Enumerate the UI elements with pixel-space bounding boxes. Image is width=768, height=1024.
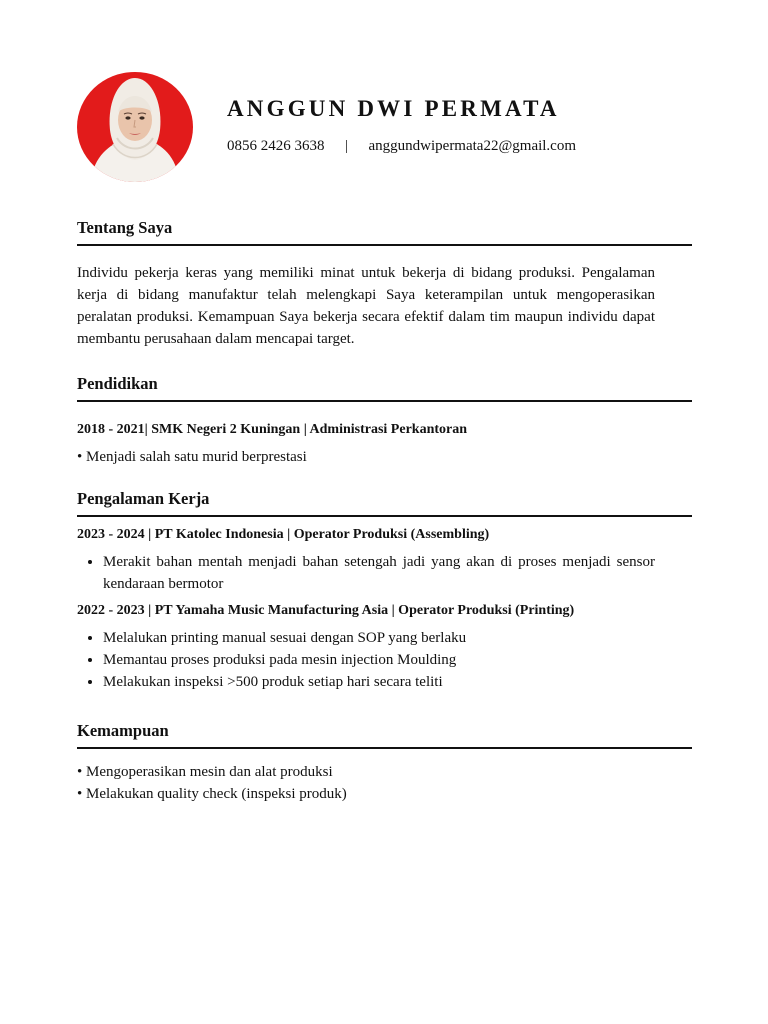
education-entry: 2018 - 2021| SMK Negeri 2 Kuningan | Administrasi Perkantoran bbox=[77, 422, 468, 437]
job-bullet-list bbox=[77, 627, 655, 693]
skill-item: • Melakukan quality check (inspeksi produk) bbox=[77, 786, 347, 802]
about-text: Individu pekerja keras yang memiliki minat untuk bekerja di bidang produksi. Pengalaman kerja di bidang manufaktur telah melengkapi Saya keterampilan untuk mengoperasikan peralatan produksi. Kemampuan Saya bekerja secara efektif dalam tim maupun individu dapat membantu perusahaan dalam mencapai target. bbox=[77, 265, 655, 347]
education-title: Pendidikan bbox=[77, 374, 692, 402]
profile-photo bbox=[77, 72, 193, 182]
job-bullet: • Melalukan printing manual sesuai dengan SOP yang berlaku bbox=[103, 627, 655, 649]
education-section bbox=[77, 374, 692, 468]
person-portrait-icon bbox=[77, 72, 193, 182]
job-bullet-list bbox=[77, 551, 655, 595]
job-bullet: • Memantau proses produksi pada mesin injection Moulding bbox=[103, 649, 655, 671]
skills-title: Kemampuan bbox=[77, 721, 692, 749]
education-item: • Menjadi salah satu murid berprestasi bbox=[77, 449, 307, 465]
contact-separator: | bbox=[344, 138, 348, 154]
job-bullet: • Merakit bahan mentah menjadi bahan setengah jadi yang akan di proses menjadi sensor kendaraan bermotor bbox=[103, 551, 655, 595]
skills-section bbox=[77, 721, 692, 805]
full-name: ANGGUN DWI PERMATA bbox=[227, 96, 560, 121]
job-heading: 2022 - 2023 | PT Yamaha Music Manufacturing Asia | Operator Produksi (Printing) bbox=[77, 603, 575, 618]
experience-title: Pengalaman Kerja bbox=[77, 489, 692, 517]
about-section bbox=[77, 218, 692, 350]
skill-item: • Mengoperasikan mesin dan alat produksi bbox=[77, 764, 333, 780]
email-address: anggundwipermata22@gmail.com bbox=[368, 138, 577, 154]
job-heading: 2023 - 2024 | PT Katolec Indonesia | Operator Produksi (Assembling) bbox=[77, 527, 490, 542]
contact-line bbox=[227, 138, 576, 155]
job-bullet: • Melakukan inspeksi >500 produk setiap hari secara teliti bbox=[103, 671, 655, 693]
resume-header bbox=[77, 72, 692, 182]
skills-list bbox=[77, 761, 692, 805]
phone-number: 0856 2426 3638 bbox=[227, 138, 325, 154]
experience-section bbox=[77, 489, 692, 693]
about-title: Tentang Saya bbox=[77, 218, 692, 246]
